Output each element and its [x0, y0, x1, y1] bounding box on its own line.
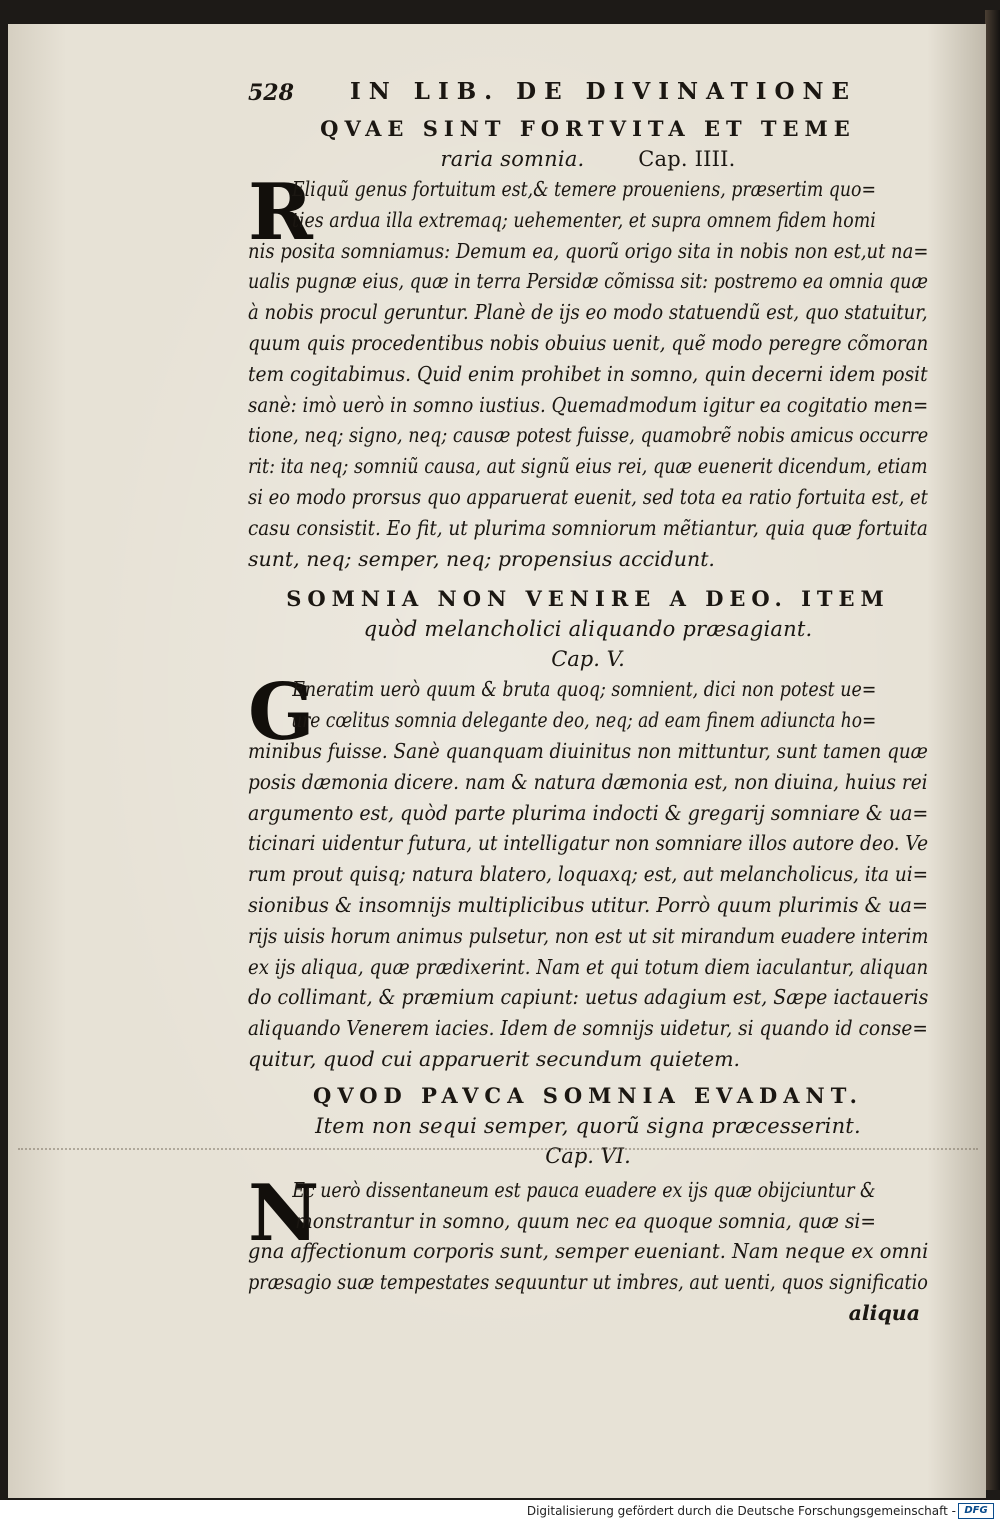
text-line: minibus fuisse. Sanè quanquam diuinitus non mittuntur, sunt tamen quæ: [248, 738, 928, 763]
digitization-footer: [0, 1500, 1000, 1521]
dotted-rule: [18, 1148, 978, 1152]
chapter-6-paragraph: [248, 1167, 929, 1298]
chapter-4-dropcap: R: [248, 167, 313, 258]
text-line: monstrantur in somno, quum nec ea quoque somnia, quæ si=: [295, 1208, 876, 1233]
text-line: casu consistit. Eo fit, ut plurima somniorum mẽtiantur, quia quæ fortuita: [248, 515, 928, 540]
text-line: à nobis procul geruntur. Planè de ijs eo modo statuendũ est, quo statuitur,: [248, 300, 928, 325]
text-line: tione, neq; signo, neq; causæ potest fuisse, quamobrẽ nobis amicus occurre: [248, 423, 929, 448]
text-line: posis dæmonia dicere. nam & natura dæmonia est, non diuina, huius rei: [248, 769, 928, 794]
running-title: IN LIB. DE DIVINATIONE: [350, 78, 858, 105]
chapter-4-subtitle-text: raria somnia.: [440, 147, 585, 171]
text-line: rum prout quisq; natura blatero, loquaxq; est, aut melancholicus, ita ui=: [248, 862, 929, 887]
text-line: ualis pugnæ eius, quæ in terra Persidæ cõmissa sit: postremo ea omnia quæ: [248, 269, 928, 294]
text-line: sionibus & insomnijs multiplicibus utitur. Porrò quum plurimis & ua=: [248, 892, 929, 917]
text-line: Eliquũ genus fortuitum est,& temere proueniens, præsertim quo=: [291, 177, 876, 201]
footer-credit: Digitalisierung gefördert durch die Deutsche Forschungsgemeinschaft -: [526, 1504, 956, 1518]
chapter-4-title: QVAE SINT FORTVITA ET TEME: [320, 116, 856, 141]
chapter-5-label: Cap. V.: [551, 647, 625, 672]
text-line: argumento est, quòd parte plurima indocti & gregarij somniare & ua=: [248, 800, 929, 825]
text-line: si eo modo prorsus quo apparuerat euenit, sed tota ea ratio fortuita est, et: [248, 484, 928, 509]
dfg-logo-icon: DFG: [958, 1503, 994, 1519]
chapter-4-label: Cap. IIII.: [638, 147, 736, 171]
chapter-5-title: SOMNIA NON VENIRE A DEO. ITEM: [286, 586, 890, 612]
text-line: sunt, neq; semper, neq; propensius accidunt.: [248, 546, 715, 571]
chapter-4-paragraph: [248, 167, 929, 574]
text-line: aliquando Venerem iacies. Idem de somnijs uidetur, si quando id conse=: [248, 1016, 928, 1041]
text-line: ex ijs aliqua, quæ prædixerint. Nam et qui totum diem iaculantur, aliquan: [248, 954, 929, 979]
text-line: nis posita somniamus: Demum ea, quorũ origo sita in nobis non est,ut na=: [248, 238, 929, 263]
chapter-4-subtitle: [248, 144, 928, 174]
chapter-6-label: Cap. VI.: [545, 1143, 631, 1168]
chapter-5-dropcap: G: [248, 667, 315, 759]
book-edge: [985, 10, 1000, 1490]
catchword: aliqua: [848, 1300, 920, 1325]
text-line: gna affectionum corporis sunt, semper eueniant. Nam neque ex omni: [248, 1239, 929, 1264]
text-line: rit: ita neq; somniũ causa, aut signũ eius rei, quæ euenerit dicendum, etiam: [248, 454, 928, 479]
chapter-6-title: QVOD PAVCA SOMNIA EVADANT.: [313, 1082, 863, 1108]
chapter-5-subtitle: quòd melancholici aliquando præsagiant.: [363, 617, 813, 642]
text-line: ties ardua illa extremaq; uehementer, et supra omnem fidem homi: [292, 207, 876, 232]
text-line: ticinari uidentur futura, ut intelligatur non somniare illos autore deo. Ve: [248, 831, 929, 856]
book-page: [8, 24, 986, 1498]
text-line: Ec uerò dissentaneum est pauca euadere ex ijs quæ obijciuntur &: [292, 1177, 876, 1202]
text-line: sanè: imò uerò in somno iustius. Quemadmodum igitur ea cogitatio men=: [248, 392, 929, 417]
text-line: quitur, quod cui apparuerit secundum quietem.: [248, 1046, 741, 1071]
text-line: quum quis procedentibus nobis obuius uenit, quẽ modo peregre cõmoran: [248, 330, 929, 355]
text-line: tem cogitabimus. Quid enim prohibet in somno, quin decerni idem posit: [248, 361, 928, 386]
text-line: rijs uisis horum animus pulsetur, non est ut sit mirandum euadere interim: [248, 923, 929, 948]
text-block: [248, 74, 928, 1328]
text-line: do collimant, & præmium capiunt: uetus adagium est, Sæpe iactaueris: [248, 985, 929, 1010]
text-line: Eneratim uerò quum & bruta quoq; somnient, dici non potest ue=: [292, 677, 877, 702]
text-line: ure cœlitus somnia delegante deo, neq; ad eam finem adiuncta ho=: [291, 708, 877, 733]
chapter-6-dropcap: N: [248, 1167, 320, 1259]
running-head: [248, 74, 928, 114]
text-line: præsagio suæ tempestates sequuntur ut imbres, aut uenti, quos significatio: [248, 1270, 928, 1295]
chapter-6-subtitle: Item non sequi semper, quorũ signa præcesserint.: [315, 1113, 861, 1138]
chapter-5-paragraph: [248, 667, 929, 1074]
page-number: 528: [248, 80, 294, 106]
